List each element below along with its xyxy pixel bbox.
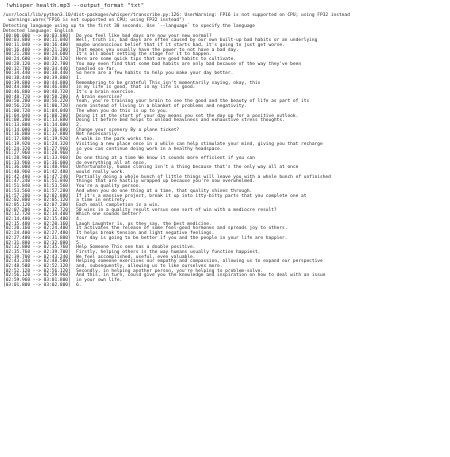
timestamp: [00:28.120 --> 00:32.780] (3, 61, 71, 67)
timestamp: [00:24.680 --> 00:28.120] (3, 57, 71, 63)
transcript-text: Do one thing at a time We know it sounds more efficient if you can (76, 155, 255, 161)
timestamp: [01:40.960 --> 01:42.480] (3, 170, 71, 176)
transcript-text: Visiting a new place once in a while can help stimulate your mind, giving you that recharge (76, 141, 323, 147)
timestamp: [02:12.720 --> 02:14.480] (3, 212, 71, 218)
transcript-text: Your day is going to be better if you and the people in your life are happier. (76, 235, 288, 241)
transcript-text: And this, in turn, could give you the knowledge and inspiration on how to deal with an issue (76, 273, 326, 279)
transcript-text: We feel accomplished, useful, even valuable. (76, 254, 196, 260)
stderr-line: /usr/local/lib/python3.10/dist-packages/whisper/transcribe.py:126: UserWarning: FP16 is not supported on CPU; using FP32 instead (3, 13, 350, 18)
transcript-text: Do you feel like bad days are now your new normal? (76, 33, 212, 39)
transcript-text: A brain exercise? (76, 94, 123, 100)
timestamp: [02:56.120 --> 02:59.960] (3, 273, 71, 279)
transcript-text: 6. (76, 282, 82, 288)
transcript-text: 3. (76, 151, 82, 157)
timestamp: [02:43.240 --> 02:48.500] (3, 259, 71, 265)
transcript-text: You're a quality person. (76, 184, 142, 190)
transcript-text: a time in entirety. (76, 198, 128, 204)
transcript-text: Not necessarily. (76, 132, 120, 138)
timestamp: [02:05.120 --> 02:07.200] (3, 202, 71, 208)
timestamp: [00:03.880 --> 00:11.040] (3, 38, 71, 44)
timestamp: [02:52.120 --> 02:56.120] (3, 268, 71, 274)
timestamp: [01:51.840 --> 01:53.560] (3, 184, 71, 190)
transcript-text: Which one sounds better? (76, 212, 142, 218)
transcript-text: So here are a few habits to help you make your day better. (76, 71, 234, 77)
timestamp: [00:16.400 --> 00:21.200] (3, 47, 71, 53)
timestamp: [00:46.880 --> 00:48.720] (3, 90, 71, 96)
transcript-text: Doing it before bed helps to unload heaviness and exhaustive stress thoughts. (76, 118, 285, 124)
timestamp: [02:59.960 --> 03:01.800] (3, 278, 71, 284)
timestamp: [00:34.440 --> 00:38.440] (3, 71, 71, 77)
transcript-text: would really work. (76, 170, 125, 176)
transcript-text: A walk in the park works too. (76, 137, 155, 143)
transcript-text: And when you do one thing at a time, that quality shines through. (76, 188, 253, 194)
timestamp: [00:32.780 --> 00:34.440] (3, 66, 71, 72)
timestamp: [00:56.220 --> 01:00.720] (3, 104, 71, 110)
transcript-text: handled so far. (76, 66, 117, 72)
timestamp: [02:02.800 --> 02:05.120] (3, 198, 71, 204)
timestamp: [02:15.480 --> 02:20.160] (3, 221, 71, 227)
transcript-text: 2. (76, 122, 82, 128)
transcript-text: Here are some quick tips that are good habits to cultivate. (76, 57, 237, 63)
transcript-text: in your own life. (76, 278, 123, 284)
timestamp: [01:36.000 --> 01:40.960] (3, 165, 71, 171)
timestamp: [02:24.400 --> 02:27.480] (3, 231, 71, 237)
transcript-line (0, 284, 450, 289)
timestamp: [01:08.200 --> 01:13.880] (3, 118, 71, 124)
transcript-text: norm instead of living in a blanket of problems and negativity. (76, 104, 247, 110)
transcript-text: It helps break tension and light negative feelings. (76, 231, 215, 237)
transcript-text: Yeah, you're training your brain to see the good and the beauty of life as part of its (76, 99, 310, 105)
timestamp: [02:31.880 --> 02:32.880] (3, 240, 71, 246)
timestamp: [00:39.880 --> 00:44.880] (3, 80, 71, 86)
timestamp: [00:11.040 --> 00:16.400] (3, 43, 71, 49)
timestamp: [02:48.500 --> 02:52.120] (3, 264, 71, 270)
transcript-text: Change your scenery By a plane ticket? (76, 127, 180, 133)
timestamp: [00:00.000 --> 00:03.880] (3, 33, 71, 39)
timestamp: [00:21.200 --> 00:24.680] (3, 52, 71, 58)
transcript-text: That means you usually have the power to not have a bad day. (76, 47, 239, 53)
transcript-text: things that are hastily wrapped up because you're now overwhelmed. (76, 179, 255, 185)
timestamp: [01:57.280 --> 02:02.800] (3, 193, 71, 199)
transcript-text: and, subsequently, allowing us to like ourselves more. (76, 264, 223, 270)
transcript-text: Unfortunately, human cloning isn't a thing because that's the only way all at once (76, 165, 299, 171)
transcript-text: maybe unconscious belief that if it starts bad, it's going to just get worse. (76, 43, 285, 49)
transcript-text: do everything all at once. (76, 160, 147, 166)
transcript-text: It's all about setting the stage for it to happen. (76, 52, 212, 58)
transcript-text: Remembering to be grateful This isn't momentarily saying, okay, this (76, 80, 261, 86)
timestamp: [02:20.160 --> 02:24.400] (3, 226, 71, 232)
transcript-text: The when you do this is up to you. (76, 108, 169, 114)
timestamp: [01:33.960 --> 01:36.000] (3, 160, 71, 166)
timestamp: [01:28.960 --> 01:33.960] (3, 155, 71, 161)
timestamp: [00:44.880 --> 00:46.880] (3, 85, 71, 91)
transcript-text: 1. (76, 75, 82, 81)
transcript-text: Help Someone This one has a double positive. (76, 245, 196, 251)
timestamp: [01:24.320 --> 01:27.960] (3, 146, 71, 152)
transcript-text: 4. (76, 217, 82, 223)
timestamp: [02:32.880 --> 02:35.760] (3, 245, 71, 251)
transcript-text: It activates the release of some feel-good hormones and spreads joy to others. (76, 226, 288, 232)
transcript-text: 50 wins in a quality result versus one sort of win with a mediocre result? (76, 207, 277, 213)
timestamp: [01:00.720 --> 01:04.040] (3, 108, 71, 114)
transcript-text: Laugh Laughter is, as they say, the best medicine. (76, 221, 212, 227)
transcript-text: Doing it at the start of your day means you set the day up for a positive outlook. (76, 113, 299, 119)
timestamp: [01:53.560 --> 01:57.280] (3, 188, 71, 194)
timestamp: [01:04.040 --> 01:08.200] (3, 113, 71, 119)
transcript-output (0, 35, 450, 289)
command-input[interactable]: !whisper health.mp3 --output_format "txt" (6, 3, 145, 9)
stderr-line: warnings.warn("FP16 is not supported on CPU; using FP32 instead") (3, 18, 185, 24)
transcript-text: so you can continue doing work in a healthy headspace. (76, 146, 223, 152)
timestamp: [00:38.440 --> 00:39.880] (3, 75, 71, 81)
transcript-text: Helping someone exercises our empathy and compassion, allowing us to expand our perspective (76, 259, 323, 265)
transcript-text: If it's a massive project, break it up into itty-bitty parts that you complete one at (76, 193, 307, 199)
timestamp: [01:14.080 --> 01:16.880] (3, 127, 71, 133)
timestamp: [02:35.760 --> 02:39.700] (3, 249, 71, 255)
timestamp: [01:42.480 --> 01:47.240] (3, 174, 71, 180)
timestamp: [00:48.720 --> 00:50.280] (3, 94, 71, 100)
timestamp: [00:50.280 --> 00:56.220] (3, 99, 71, 105)
transcript-text: Partially doing a whole bunch of little things will leave you with a whole bunch of unfinished (76, 174, 331, 180)
transcript-text: Well, truth is, bad days are often caused by our own built-up bad habits or an underlying (76, 38, 318, 44)
transcript-text: It's a brain exercise. (76, 90, 136, 96)
stderr-line: Detecting language using up to the first 30 seconds. Use `--language` to specify the language (3, 23, 255, 29)
timestamp: [02:39.700 --> 02:43.240] (3, 254, 71, 260)
transcript-text: 5. (76, 240, 82, 246)
transcript-text: in my life is good, that in my life is good. (76, 85, 196, 91)
timestamp: [02:27.480 --> 02:31.880] (3, 235, 71, 241)
stderr-output (0, 13, 450, 35)
timestamp: [01:27.960 --> 01:28.960] (3, 151, 71, 157)
timestamp: [01:19.920 --> 01:24.320] (3, 141, 71, 147)
timestamp: [01:17.880 --> 01:19.920] (3, 137, 71, 143)
timestamp: [03:01.800 --> 03:02.800] (3, 282, 71, 288)
timestamp: [01:47.240 --> 01:51.840] (3, 179, 71, 185)
transcript-text: Secondly, in helping another person, you're helping to problem-solve. (76, 268, 264, 274)
stderr-line: Detected language: English (3, 29, 74, 35)
timestamp: [01:16.880 --> 01:17.880] (3, 132, 71, 138)
timestamp: [02:07.200 --> 02:12.720] (3, 207, 71, 213)
timestamp: [01:13.880 --> 01:14.080] (3, 122, 71, 128)
transcript-text: Firstly, helping others is the way humans usually function happiest. (76, 249, 261, 255)
transcript-text: Each small completion is a win. (76, 202, 161, 208)
transcript-text: You may even find that some bad habits are only bad because of the way they've been (76, 61, 302, 67)
timestamp: [02:14.480 --> 02:15.480] (3, 217, 71, 223)
